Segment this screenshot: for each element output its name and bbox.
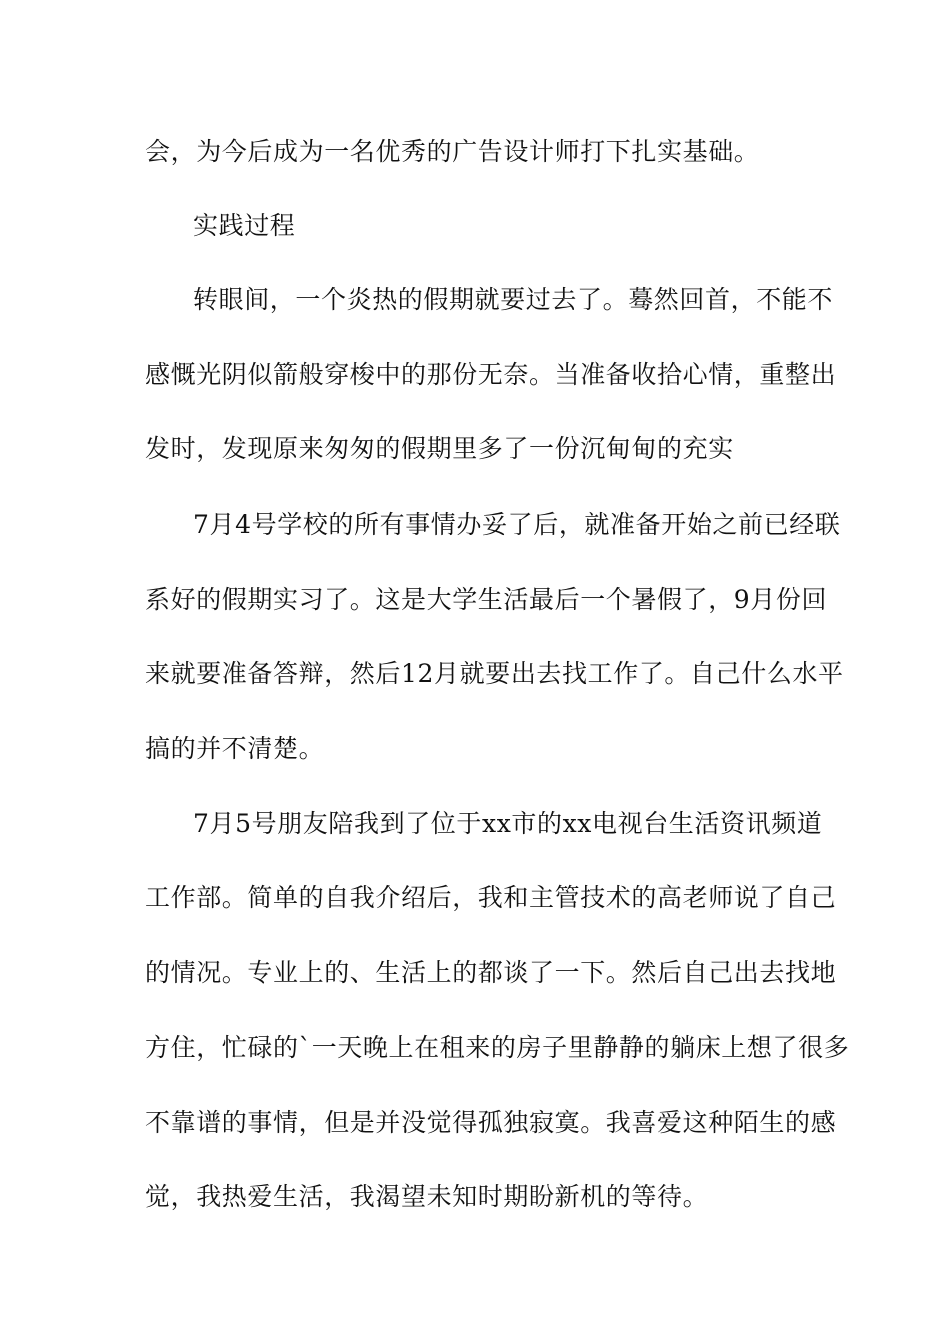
text-line: 发时，发现原来匆匆的假期里多了一份沉甸甸的充实 [145,434,734,463]
text-line: 7月5号朋友陪我到了位于xx市的xx电视台生活资讯频道 [193,809,823,838]
text-line: 的情况。专业上的、生活上的都谈了一下。然后自己出去找地 [145,958,837,987]
text-line: 转眼间，一个炎热的假期就要过去了。蓦然回首，不能不 [193,285,834,314]
text-line: 会，为今后成为一名优秀的广告设计师打下扎实基础。 [145,137,760,166]
text-line: 7月4号学校的所有事情办妥了后，就准备开始之前已经联 [193,510,841,539]
text-line: 来就要准备答辩，然后12月就要出去找工作了。自己什么水平 [145,659,844,688]
text-line: 搞的并不清楚。 [145,734,325,763]
text-line: 感慨光阴似箭般穿梭中的那份无奈。当准备收拾心情，重整出 [145,360,837,389]
text-line: 不靠谱的事情，但是并没觉得孤独寂寞。我喜爱这种陌生的感 [145,1108,837,1137]
text-line: 觉，我热爱生活，我渴望未知时期盼新机的等待。 [145,1182,709,1211]
section-heading: 实践过程 [193,211,296,240]
text-line: 方住，忙碌的`一天晚上在租来的房子里静静的躺床上想了很多 [145,1033,850,1062]
text-line: 工作部。简单的自我介绍后，我和主管技术的高老师说了自己 [145,883,837,912]
text-line: 系好的假期实习了。这是大学生活最后一个暑假了，9月份回 [145,585,828,614]
